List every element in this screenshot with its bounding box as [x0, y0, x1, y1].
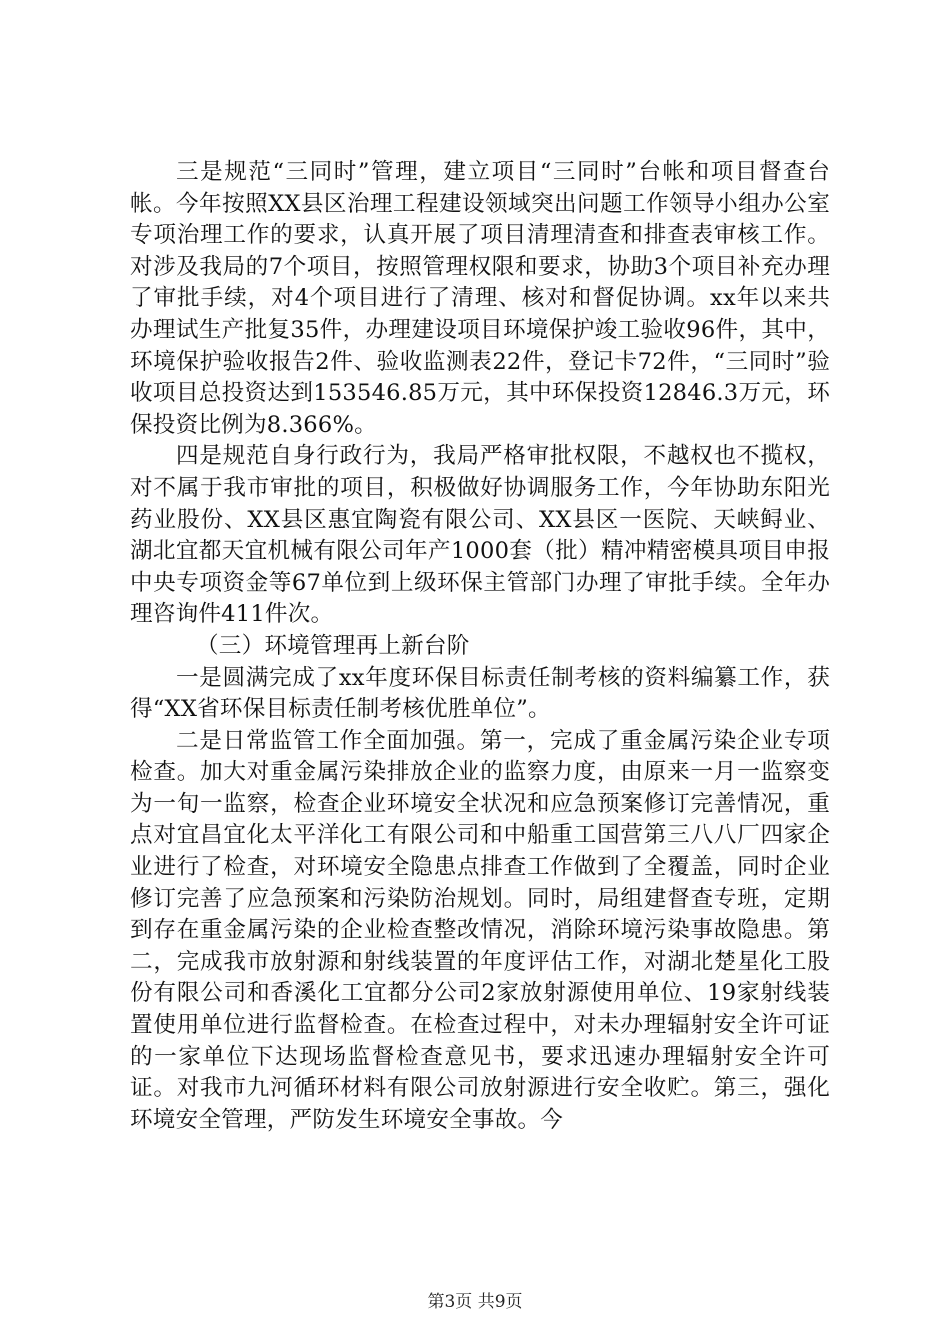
paragraph-three-simultaneous: 三是规范“三同时”管理，建立项目“三同时”台帐和项目督查台帐。今年按照XX县区治理工程建设领域突出问题工作领导小组办公室专项治理工作的要求，认真开展了项目清理清查和排查表审核工作。对涉及我局的7个项目，按照管理权限和要求，协助3个项目补充办理了审批手续，对4个项目进行了清理、核对和督促协调。xx年以来共办理试生产批复35件，办理建设项目环境保护竣工验收96件，其中，环境保护验收报告2件、验收监测表22件，登记卡72件，“三同时”验收项目总投资达到153546.85万元，其中环保投资12846.3万元，环保投资比例为8.366%。 [130, 159, 830, 438]
paragraph-administrative-conduct: 四是规范自身行政行为，我局严格审批权限，不越权也不揽权，对不属于我市审批的项目，积极做好协调服务工作，今年协助东阳光药业股份、XX县区惠宜陶瓷有限公司、XX县区一医院、天峡鲟业、湖北宜都天宜机械有限公司年产1000套（批）精冲精密模具项目申报中央专项资金等67单位到上级环保主管部门办理了审批手续。全年办理咨询件411件次。 [130, 443, 830, 628]
document-body [130, 157, 830, 1136]
paragraph-assessment: 一是圆满完成了xx年度环保目标责任制考核的资料编纂工作，获得“XX省环保目标责任制考核优胜单位”。 [130, 664, 830, 723]
page-footer: 第3页 共9页 [427, 1292, 523, 1312]
section-heading: （三）环境管理再上新台阶 [196, 632, 470, 659]
paragraph-daily-supervision: 二是日常监管工作全面加强。第一，完成了重金属污染企业专项检查。加大对重金属污染排放企业的监察力度，由原来一月一监察变为一旬一监察，检查企业环境安全状况和应急预案修订完善情况，重点对宜昌宜化太平洋化工有限公司和中船重工国营第三八八厂四家企业进行了检查，对环境安全隐患点排查工作做到了全覆盖，同时企业修订完善了应急预案和污染防治规划。同时，局组建督查专班，定期到存在重金属污染的企业检查整改情况，消除环境污染事故隐患。第二，完成我市放射源和射线装置的年度评估工作，对湖北楚星化工股份有限公司和香溪化工宜都分公司2家放射源使用单位、19家射线装置使用单位进行监督检查。在检查过程中，对未办理辐射安全许可证的一家单位下达现场监督检查意见书，要求迅速办理辐射安全许可证。对我市九河循环材料有限公司放射源进行安全收贮。第三，强化环境安全管理，严防发生环境安全事故。今 [130, 727, 830, 1133]
